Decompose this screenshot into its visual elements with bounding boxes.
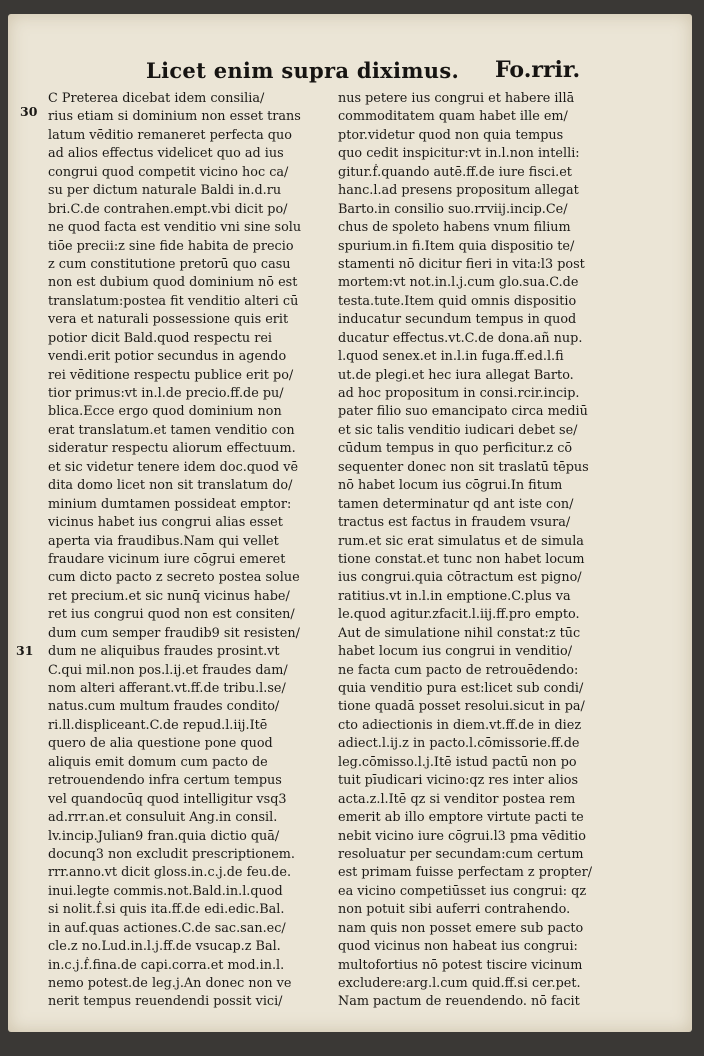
text-line: congrui quod competit vicino hoc ca/ xyxy=(48,164,289,180)
text-line: vera et naturali possessione quis erit xyxy=(48,312,289,328)
text-line: et sic talis venditio iudicari debet se/ xyxy=(338,422,578,438)
text-line: tuit pīudicari vicino:qz res inter alios xyxy=(338,773,579,789)
text-line: cto adiectionis in diem.vt.ff.de in diez xyxy=(338,717,582,733)
text-line: nam quis non posset emere sub pacto xyxy=(338,920,584,936)
left-text-column xyxy=(48,90,324,1012)
text-line: erat translatum.et tamen venditio con xyxy=(48,422,295,438)
text-line: tractus est factus in fraudem vsura/ xyxy=(338,515,571,531)
text-line: translatum:postea fit venditio alteri cū xyxy=(48,293,299,309)
text-line: l.quod senex.et in.l.in fuga.ff.ed.l.fi xyxy=(338,349,564,365)
text-line: emerit ab illo emptore virtute pacti te xyxy=(338,810,584,826)
text-line: et sic videtur tenere idem doc.quod vē xyxy=(48,459,299,475)
text-line: non potuit sibi auferri contrahendo. xyxy=(338,902,571,918)
text-line: ducatur effectus.vt.C.de dona.añ nup. xyxy=(338,330,583,346)
text-line: rrr.anno.vt dicit gloss.in.c.j.de feu.de. xyxy=(48,865,292,881)
text-line: tione quadā posset resolui.sicut in pa/ xyxy=(338,699,585,715)
text-line: Barto.in consilio suo.rrviij.incip.Ce/ xyxy=(338,201,568,217)
text-line: est primam fuisse perfectam z propter/ xyxy=(338,865,593,881)
text-line: nus petere ius congrui et habere illā xyxy=(338,91,575,106)
text-line: ea vicino competiūsset ius congrui: qz xyxy=(338,883,587,899)
text-line: rius etiam si dominium non esset trans xyxy=(48,109,301,125)
text-line: bri.C.de contrahen.empt.vbi dicit po/ xyxy=(48,201,288,217)
text-line: multofortius nō potest tiscire vicinum xyxy=(338,957,583,973)
text-line: non est dubium quod dominium nō est xyxy=(48,275,298,291)
text-line: quod vicinus non habeat ius congrui: xyxy=(338,939,578,955)
text-line: tione constat.et tunc non habet locum xyxy=(338,551,585,567)
text-line: nō habet locum ius cōgrui.In fitum xyxy=(338,478,563,494)
text-line: mortem:vt not.in.l.j.cum glo.sua.C.de xyxy=(338,275,579,291)
text-line: ptor.videtur quod non quia tempus xyxy=(338,127,564,143)
right-text-column xyxy=(338,90,624,1012)
text-line: vel quandocūq quod intelligitur vsq3 xyxy=(48,791,287,807)
text-line: nemo potest.de leg.j.An donec non ve xyxy=(48,976,292,991)
text-line: in.c.j.ḟ.fina.de capi.corra.et mod.in.l. xyxy=(48,957,285,973)
text-line: spurium.in fi.Item quia dispositio te/ xyxy=(338,238,575,254)
text-line: C.qui mil.non pos.l.ij.et fraudes dam/ xyxy=(48,662,288,678)
margin-number: 31 xyxy=(16,643,34,658)
text-line: lv.incip.Julian9 fran.quia dictio quā/ xyxy=(48,828,280,844)
text-line: vendi.erit potior secundus in agendo xyxy=(48,349,287,365)
text-line: acta.z.l.Itē qz si venditor postea rem xyxy=(338,791,576,807)
text-line: quero de alia questione pone quod xyxy=(48,736,273,752)
text-line: ius congrui.quia cōtractum est pigno/ xyxy=(338,570,582,586)
text-line: ret ius congrui quod non est consiten/ xyxy=(48,607,295,623)
text-line: testa.tute.Item quid omnis dispositio xyxy=(338,293,577,309)
text-line: pater filio suo emancipato circa mediū xyxy=(338,404,588,420)
text-line: tamen determinatur qd ant iste con/ xyxy=(338,496,574,512)
text-line: ratitius.vt in.l.in emptione.C.plus va xyxy=(338,588,571,604)
text-line: aliquis emit domum cum pacto de xyxy=(48,754,268,770)
text-line: ad hoc propositum in consi.rcir.incip. xyxy=(338,386,580,401)
text-line: su per dictum naturale Baldi in.d.ru xyxy=(48,183,282,199)
text-line: dum cum semper fraudib9 sit resisten/ xyxy=(48,625,300,641)
text-line: ne facta cum pacto de retrouēdendo: xyxy=(338,662,579,678)
book-page xyxy=(8,14,692,1032)
text-line: minium dumtamen possideat emptor: xyxy=(48,496,292,512)
text-line: tior primus:vt in.l.de precio.ff.de pu/ xyxy=(48,386,284,401)
text-line: leg.cōmisso.l.j.Itē istud pactū non po xyxy=(338,754,577,770)
text-line: quia venditio pura est:licet sub condi/ xyxy=(338,681,584,696)
text-line: ut.de plegi.et hec iura allegat Barto. xyxy=(338,367,574,383)
text-line: inui.legte commis.not.Bald.in.l.quod xyxy=(48,883,283,899)
text-line: sequenter donec non sit traslatū tēpus xyxy=(338,459,589,475)
margin-number: 30 xyxy=(20,104,38,119)
text-line: gitur.ḟ.quando autē.ff.de iure fisci.et xyxy=(338,164,572,180)
text-line: ne quod facta est venditio vni sine solu xyxy=(48,220,302,236)
text-line: tiōe precii:z sine fide habita de precio xyxy=(48,238,294,254)
text-line: natus.cum multum fraudes condito/ xyxy=(48,699,280,715)
text-line: quo cedit inspicitur:vt in.l.non intelli: xyxy=(338,146,580,162)
text-line: cum dicto pacto z secreto postea solue xyxy=(48,570,300,586)
text-line: commoditatem quam habet ille em/ xyxy=(338,109,568,125)
text-line: potior dicit Bald.quod respectu rei xyxy=(48,330,272,346)
text-line: cūdum tempus in quo perficitur.z cō xyxy=(338,441,573,457)
text-line: si nolit.ḟ.si quis ita.ff.de edi.edic.Bal. xyxy=(48,902,285,918)
text-line: aperta via fraudibus.Nam qui vellet xyxy=(48,533,279,549)
text-line: ret precium.et sic nunq̄ vicinus habe/ xyxy=(48,588,290,604)
text-line: vicinus habet ius congrui alias esset xyxy=(48,515,283,531)
text-line: sideratur respectu aliorum effectuum. xyxy=(48,441,296,457)
text-line: z cum constitutione pretorū quo casu xyxy=(48,256,291,272)
text-line: rum.et sic erat simulatus et de simula xyxy=(338,533,584,549)
text-line: adiect.l.ij.z in pacto.l.cōmissorie.ff.de xyxy=(338,736,580,752)
text-line: ri.ll.displiceant.C.de repud.l.iij.Itē xyxy=(48,717,268,733)
text-line: chus de spoleto habens vnum filium xyxy=(338,220,571,236)
text-line: excludere:arg.l.cum quid.ff.si cer.pet. xyxy=(338,976,581,991)
text-line: Aut de simulatione nihil constat:z tūc xyxy=(338,625,581,641)
text-line: latum vēditio remaneret perfecta quo xyxy=(48,127,292,143)
text-line: docunq3 non excludit prescriptionem. xyxy=(48,846,295,862)
running-title: Licet enim supra diximus. xyxy=(146,58,460,83)
text-line: inducatur secundum tempus in quod xyxy=(338,312,577,328)
text-line: ad.rrr.an.et consuluit Ang.in consil. xyxy=(48,810,278,826)
text-line: C Preterea dicebat idem consilia/ xyxy=(48,91,265,106)
text-line: retrouendendo infra certum tempus xyxy=(48,773,282,789)
text-line: Nam pactum de reuendendo. nō facit xyxy=(338,994,580,1010)
folio-number: Fo.rrir. xyxy=(495,57,581,83)
text-line: in auf.quas actiones.C.de sac.san.ec/ xyxy=(48,920,286,936)
text-line: resoluatur per secundam:cum certum xyxy=(338,846,584,862)
text-line: le.quod agitur.zfacit.l.iij.ff.pro empto. xyxy=(338,607,580,623)
text-line: nebit vicino iure cōgrui.l3 pma vēditio xyxy=(338,828,586,844)
text-line: fraudare vicinum iure cōgrui emeret xyxy=(48,551,286,567)
text-line: stamenti nō dicitur fieri in vita:l3 post xyxy=(338,256,585,272)
text-line: blica.Ecce ergo quod dominium non xyxy=(48,404,282,420)
text-line: hanc.l.ad presens propositum allegat xyxy=(338,183,579,199)
text-line: dita domo licet non sit translatum do/ xyxy=(48,478,293,494)
text-line: habet locum ius congrui in venditio/ xyxy=(338,644,573,660)
text-line: dum ne aliquibus fraudes prosint.vt xyxy=(48,644,280,660)
text-line: rei vēditione respectu publice erit po/ xyxy=(48,367,294,383)
text-line: nerit tempus reuendendi possit vici/ xyxy=(48,994,283,1010)
text-line: cle.z no.Lud.in.l.j.ff.de vsucap.z Bal. xyxy=(48,939,281,955)
text-line: ad alios effectus videlicet quo ad ius xyxy=(48,146,284,162)
text-line: nom alteri afferant.vt.ff.de tribu.l.se/ xyxy=(48,681,286,696)
